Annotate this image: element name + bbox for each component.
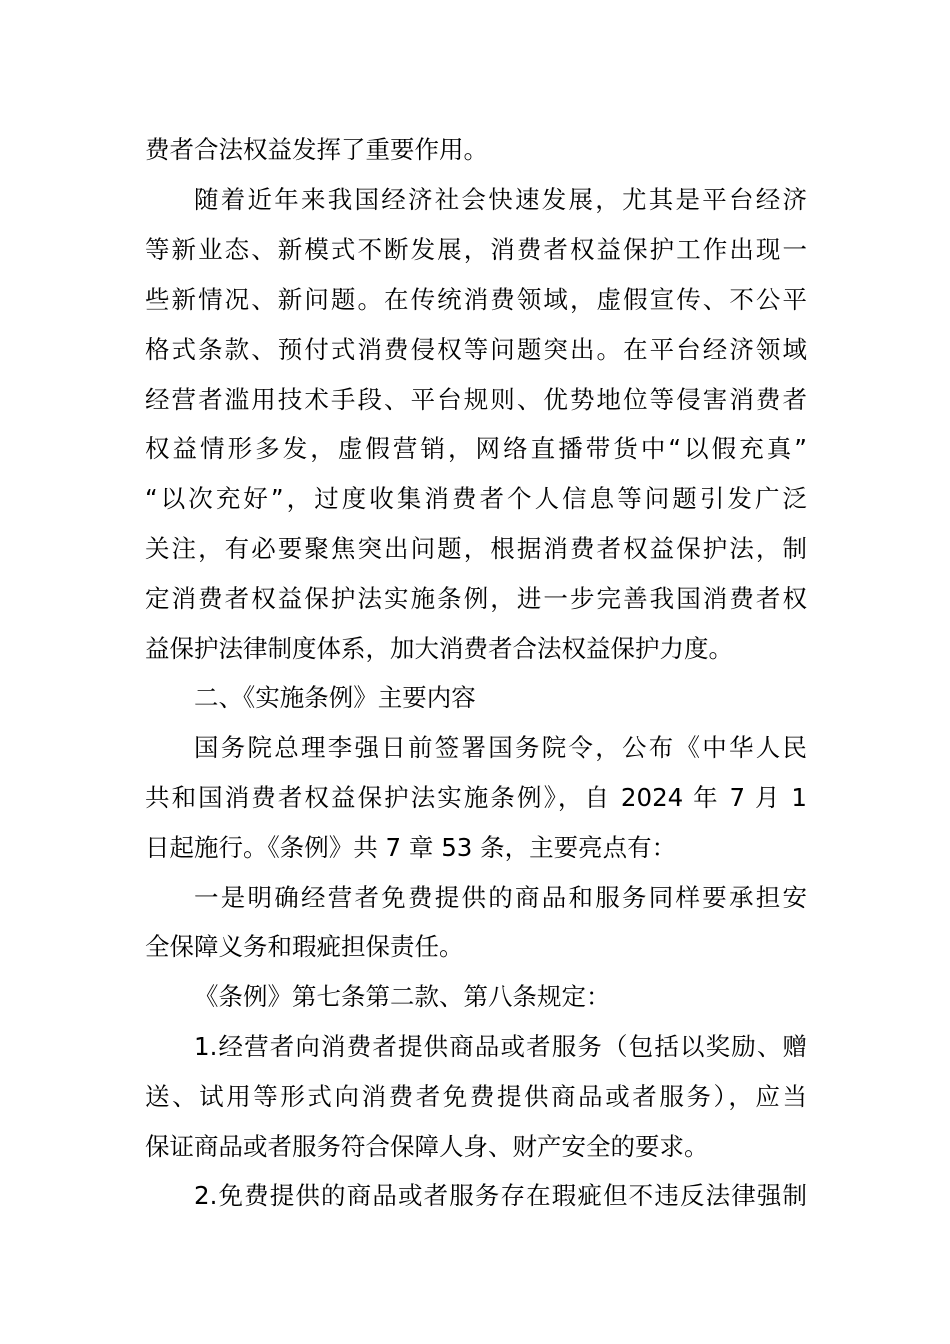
paragraph-line: 定消费者权益保护法实施条例，进一步完善我国消费者权 xyxy=(145,584,807,613)
paragraph-line: 国务院总理李强日前签署国务院令，公布《中华人民 xyxy=(194,733,807,762)
paragraph-line: 一是明确经营者免费提供的商品和服务同样要承担安 xyxy=(194,883,807,912)
paragraph-line: 随着近年来我国经济社会快速发展，尤其是平台经济 xyxy=(194,185,807,214)
paragraph-line: 日起施行。《条例》共 7 章 53 条，主要亮点有： xyxy=(145,833,677,862)
list-item-line: 保证商品或者服务符合保障人身、财产安全的要求。 xyxy=(145,1132,709,1161)
paragraph-line: 经营者滥用技术手段、平台规则、优势地位等侵害消费者 xyxy=(145,385,807,414)
paragraph-line: 权益情形多发，虚假营销，网络直播带货中“以假充真” xyxy=(145,434,807,463)
list-item-line: 1.经营者向消费者提供商品或者服务（包括以奖励、赠 xyxy=(194,1032,807,1061)
paragraph-line: 些新情况、新问题。在传统消费领域，虚假宣传、不公平 xyxy=(145,285,807,314)
paragraph-line: 全保障义务和瑕疵担保责任。 xyxy=(145,932,464,961)
paragraph-line: 《条例》第七条第二款、第八条规定： xyxy=(194,982,611,1011)
list-item-line: 送、试用等形式向消费者免费提供商品或者服务），应当 xyxy=(145,1082,807,1111)
paragraph-line: 费者合法权益发挥了重要作用。 xyxy=(145,135,488,164)
section-heading: 二、《实施条例》主要内容 xyxy=(194,683,476,712)
paragraph-line: 关注，有必要聚焦突出问题，根据消费者权益保护法，制 xyxy=(145,534,807,563)
paragraph-line: 共和国消费者权益保护法实施条例》，自 2024 年 7 月 1 xyxy=(145,783,807,812)
paragraph-line: 格式条款、预付式消费侵权等问题突出。在平台经济领域 xyxy=(145,335,807,364)
list-item-line: 2.免费提供的商品或者服务存在瑕疵但不违反法律强制 xyxy=(194,1181,807,1210)
paragraph-line: “以次充好”，过度收集消费者个人信息等问题引发广泛 xyxy=(145,484,807,513)
paragraph-line: 等新业态、新模式不断发展，消费者权益保护工作出现一 xyxy=(145,235,807,264)
paragraph-line: 益保护法律制度体系，加大消费者合法权益保护力度。 xyxy=(145,634,733,663)
